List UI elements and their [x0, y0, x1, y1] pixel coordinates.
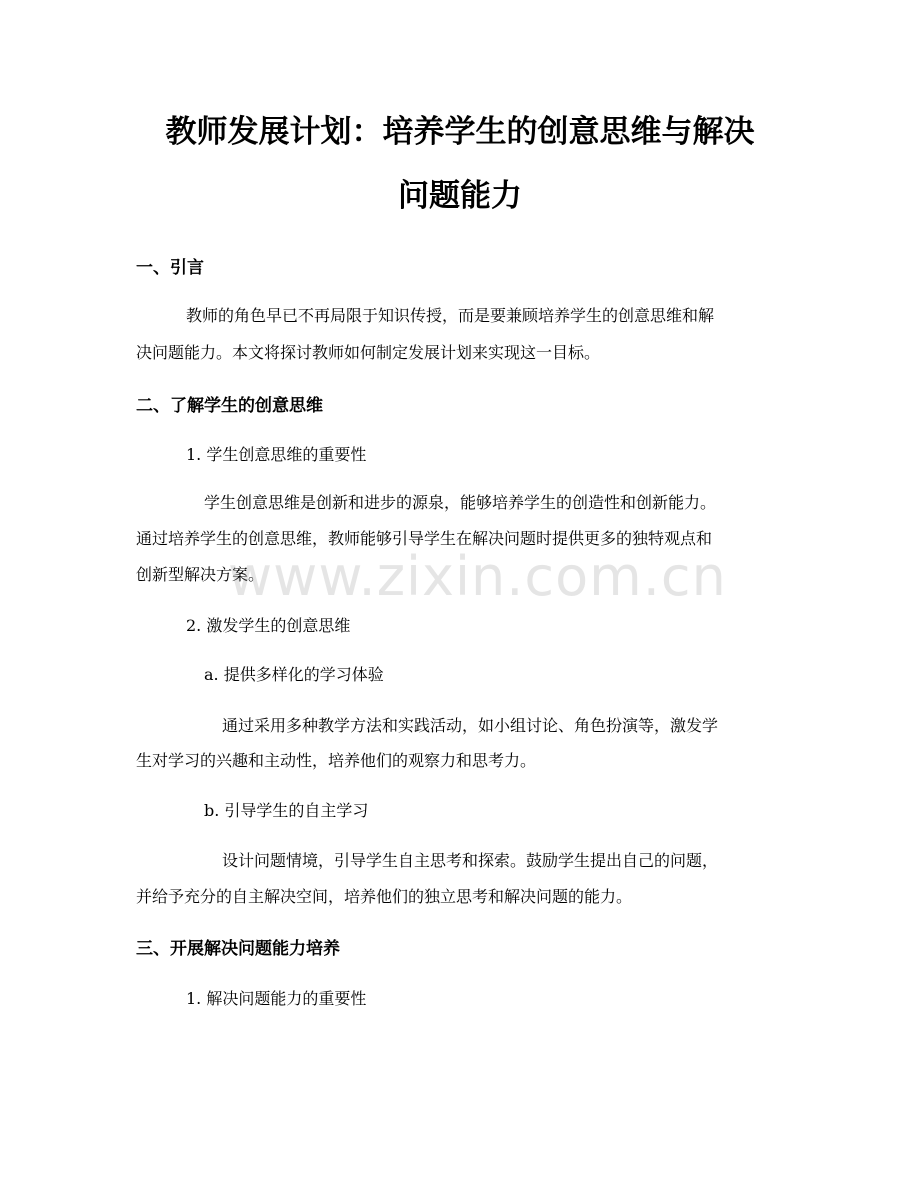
watermark-text: www.zixin.com.cn [228, 545, 727, 608]
creative-sub-a-line-2: 生对学习的兴趣和主动性，培养他们的观察力和思考力。 [136, 751, 537, 770]
intro-paragraph-line-1: 教师的角色早已不再局限于知识传授，而是要兼顾培养学生的创意思维和解 [186, 306, 715, 325]
creative-sub-b-title: b. 引导学生的自主学习 [204, 801, 369, 820]
intro-paragraph-line-2: 决问题能力。本文将探讨教师如何制定发展计划来实现这一目标。 [136, 343, 601, 362]
creative-sub-b-line-1: 设计问题情境，引导学生自主思考和探索。鼓励学生提出自己的问题， [222, 851, 719, 870]
creative-item-1-line-3: 创新型解决方案。 [136, 565, 265, 584]
creative-sub-b-line-2: 并给予充分的自主解决空间，培养他们的独立思考和解决问题的能力。 [136, 887, 633, 906]
creative-item-1-line-2: 通过培养学生的创意思维，教师能够引导学生在解决问题时提供更多的独特观点和 [136, 529, 713, 548]
creative-item-1-line-1: 学生创意思维是创新和进步的源泉，能够培养学生的创造性和创新能力。 [204, 493, 717, 512]
document-title-line-2: 问题能力 [398, 178, 522, 214]
creative-sub-a-line-1: 通过采用多种教学方法和实践活动，如小组讨论、角色扮演等，激发学 [222, 716, 719, 735]
section-heading-problem: 三、开展解决问题能力培养 [136, 939, 340, 959]
section-heading-creative: 二、了解学生的创意思维 [136, 396, 323, 416]
creative-sub-a-title: a. 提供多样化的学习体验 [204, 665, 384, 684]
creative-item-1-title: 1. 学生创意思维的重要性 [186, 445, 367, 464]
document-title-line-1: 教师发展计划：培养学生的创意思维与解决 [165, 114, 755, 150]
creative-item-2-title: 2. 激发学生的创意思维 [186, 616, 351, 635]
problem-item-1-title: 1. 解决问题能力的重要性 [186, 989, 367, 1008]
section-heading-intro: 一、引言 [136, 258, 204, 278]
